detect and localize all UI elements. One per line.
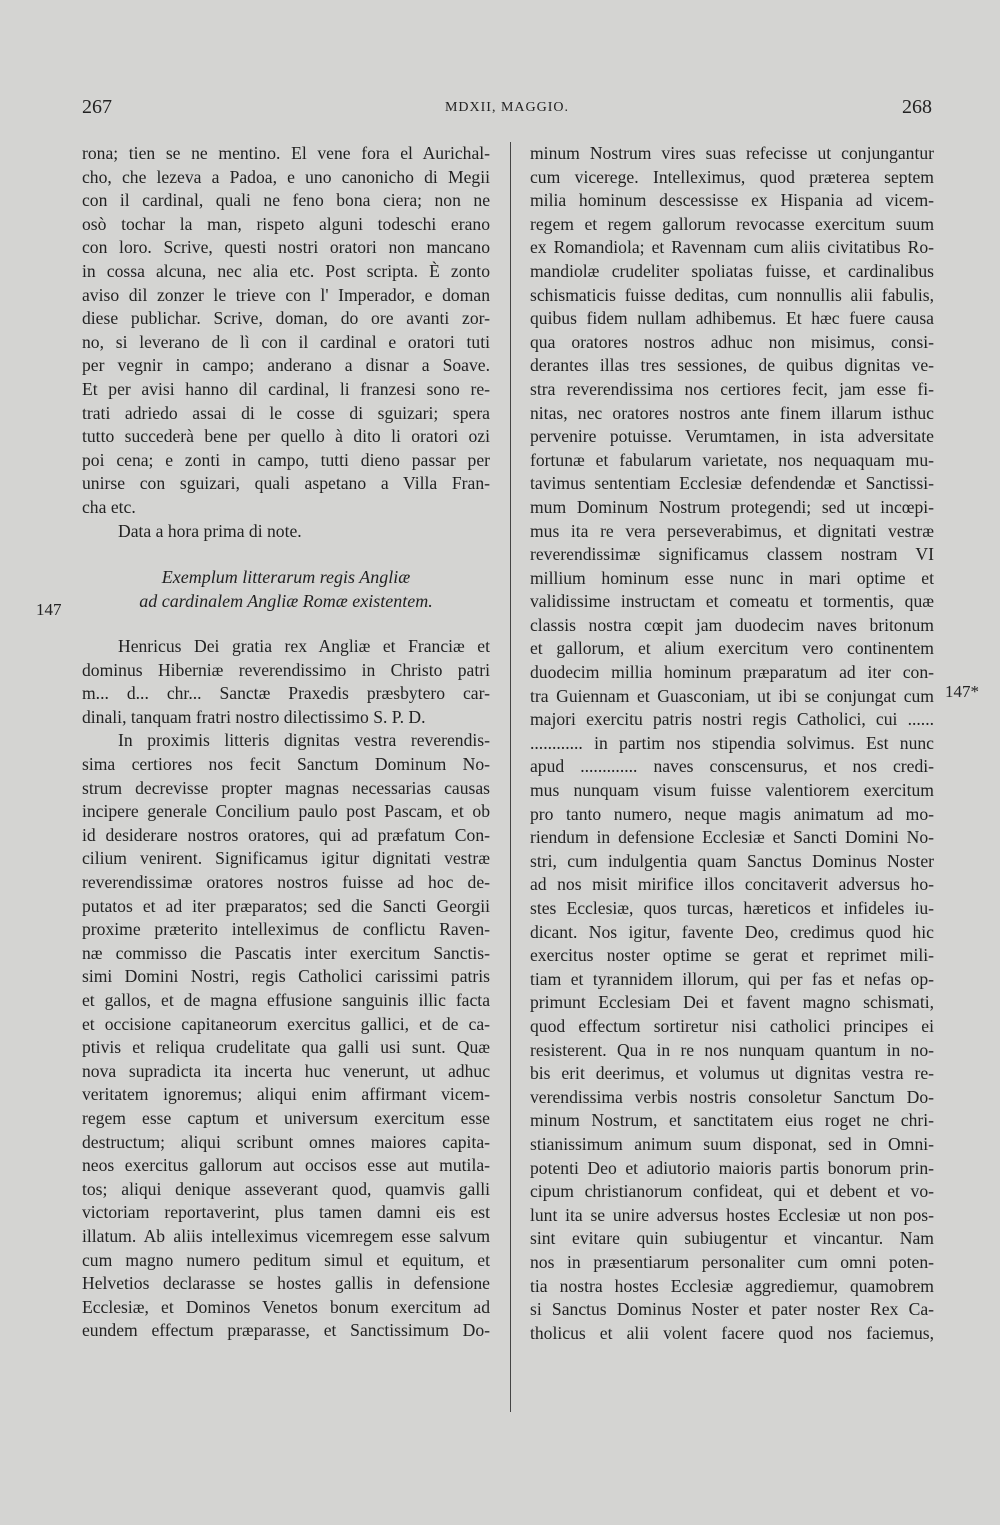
text-line: osò tochar la man, rispeto alguni todeschi erano bbox=[82, 213, 490, 234]
text-line: duodecim millia hominum præparatum ad iter con- bbox=[530, 662, 934, 683]
text-line: potenti Deo et adiutorio maioris partis bonorum prin- bbox=[530, 1157, 934, 1178]
text-line: unirse con sguizari, quali aspetano a Villa Fran- bbox=[82, 473, 490, 494]
text-line: stianissimum animum suum disponat, sed in Omni- bbox=[530, 1133, 934, 1154]
text-line: nitas, nec oratores nostros ante finem illarum isthuc bbox=[530, 402, 934, 423]
text-line: poi cena; e zonti in campo, tutti dieno passar per bbox=[82, 449, 490, 470]
text-line: lunt ita se unire adversus hostes Ecclesiæ ut non pos- bbox=[530, 1204, 934, 1225]
text-line: Exemplum litterarum regis Angliæ bbox=[161, 567, 411, 588]
text-line: dinali, tanquam fratri nostro dilectissimo S. P. D. bbox=[82, 706, 426, 727]
text-line: rona; tien se ne mentino. El vene fora el Aurichal- bbox=[82, 143, 490, 163]
text-line: mandiolæ crudeliter spoliatas fuisse, et cardinalibus bbox=[530, 260, 934, 281]
text-line: ex Romandiola; et Ravennam cum aliis civitatibus Ro- bbox=[530, 237, 934, 258]
text-line: proxime præterito intelleximus de conflictu Raven- bbox=[82, 919, 490, 940]
text-line: et occisione capitaneorum exercitus gallici, et de ca- bbox=[82, 1013, 490, 1034]
page-number-left: 267 bbox=[82, 96, 112, 118]
text-line: riendum in defensione Ecclesiæ et Sancti Domini No- bbox=[530, 827, 934, 848]
text-line: stes Ecclesiæ, quos turcas, hæreticos et infideles iu- bbox=[530, 898, 934, 918]
text-line: et gallorum, et alium exercitum vero continentem bbox=[530, 638, 934, 659]
text-line: veritatem ignoremus; aliqui enim affirmant vicem- bbox=[82, 1084, 490, 1105]
left-column bbox=[82, 142, 490, 1343]
text-line: sima certiores nos fecit Sanctum Dominum No- bbox=[82, 754, 490, 775]
text-line: cho, che lezeva a Padoa, e uno canonicho di Megii bbox=[82, 166, 490, 187]
text-line: regem esse captum et universum exercitum esse bbox=[82, 1107, 490, 1128]
text-line: mus ita re vera perseverabimus, et dignitati vestræ bbox=[530, 520, 934, 541]
text-line: dominus Hiberniæ reverendissimo in Christo patri bbox=[82, 659, 490, 680]
text-line: strum decrevisse propter magnas necessarias causas bbox=[82, 777, 490, 798]
text-line: eundem effectum præparasse, et Sanctissimum Do- bbox=[82, 1320, 490, 1341]
text-line: victoriam reportaverint, plus tamen damni eis est bbox=[82, 1202, 490, 1223]
text-line: aviso dil zonzer le trieve con l' Imperador, e doman bbox=[82, 284, 490, 305]
text-line: diese publichar. Scrive, doman, do ore avanti zor- bbox=[82, 308, 490, 329]
paragraph-1 bbox=[82, 142, 490, 520]
text-line: Ecclesiæ, et Dominos Venetos bonum exercitum ad bbox=[82, 1296, 490, 1317]
text-line: millium hominum esse nunc in mari optime et bbox=[530, 567, 934, 588]
text-line: Henricus Dei gratia rex Angliæ et Franciæ et bbox=[118, 636, 490, 657]
text-line: cha etc. bbox=[82, 496, 136, 517]
text-line: In proximis litteris dignitas vestra reverendis- bbox=[118, 730, 490, 751]
text-line: apud ............. naves conscensurus, et nos credi- bbox=[530, 756, 934, 777]
text-line: neos exercitus gallorum aut occisos esse aut mutila- bbox=[82, 1155, 490, 1176]
text-line: exercitus noster optime se gerat et reprimet mili- bbox=[530, 945, 934, 966]
text-line: no, si leverano de lì con il cardinal e oratori tuti bbox=[82, 331, 490, 352]
text-line: majori exercitu patris nostri regis Catholici, cui ...... bbox=[530, 709, 934, 730]
text-line: putatos et ad iter præparatos; sed die Sancti Georgii bbox=[82, 895, 490, 916]
page-number-right: 268 bbox=[902, 96, 932, 118]
text-line: ............ in partim nos stipendia solvimus. Est nunc bbox=[530, 732, 934, 753]
text-line: incipere generale Concilium paulo post Pascam, et ob bbox=[82, 801, 490, 822]
text-line: quibus fidem nullam adhibemus. Et hæc fuere causa bbox=[530, 308, 934, 329]
text-line: sint evitare quin subiugentur et vincantur. Nam bbox=[530, 1228, 934, 1249]
text-line: minum Nostrum, et sanctitatem eius roget ne chri- bbox=[530, 1110, 934, 1131]
paragraph-3 bbox=[82, 635, 490, 729]
text-line: si Sanctus Dominus Noster et pater noster Rex Ca- bbox=[530, 1299, 934, 1320]
text-line: minum Nostrum vires suas refecisse ut conjungantur bbox=[530, 143, 934, 163]
text-line: ad nos misit mirifice illos concitaverit adversus ho- bbox=[530, 874, 934, 895]
running-title: MDXII, MAGGIO. bbox=[444, 100, 570, 115]
text-line: qua oratores nostros adhuc non misimus, consi- bbox=[530, 331, 934, 352]
margin-number-right: 147* bbox=[945, 682, 979, 701]
text-line: stri, cum indulgentia quam Sanctus Dominus Noster bbox=[530, 850, 934, 871]
text-line: pervenire potuisse. Verumtamen, in ista adversitate bbox=[530, 426, 934, 447]
text-line: id desiderare nostros oratores, qui ad præfatum Con- bbox=[82, 824, 490, 845]
text-line: primunt Ecclesiam Dei et favent magno schismati, bbox=[530, 992, 934, 1013]
letter-heading bbox=[82, 565, 490, 613]
right-column bbox=[530, 142, 934, 1345]
text-line: dicant. Nos igitur, favente Deo, credimus quod hic bbox=[530, 921, 934, 942]
text-line: bis erit deerimus, et volumus ut dignitas vestra re- bbox=[530, 1063, 934, 1084]
text-line: resisterent. Qua in re nos nunquam quantum in no- bbox=[530, 1039, 934, 1060]
text-line: reverendissimæ oratores nostros fuisse ad hoc de- bbox=[82, 872, 490, 893]
text-line: milia hominum descessisse ex Hispania ad vicem- bbox=[530, 190, 934, 211]
text-line: classis nostra cœpit jam duodecim naves britonum bbox=[530, 614, 934, 635]
text-line: ad cardinalem Angliæ Romæ existentem. bbox=[139, 591, 433, 612]
text-line: fortunæ et fabularum varietate, nos nequaquam mu- bbox=[530, 449, 934, 470]
margin-number-left: 147 bbox=[36, 600, 62, 619]
text-line: pro tanto numero, neque magis animatum ad mo- bbox=[530, 803, 934, 824]
text-line: verendissima verbis nostris consoletur Sanctum Do- bbox=[530, 1086, 934, 1107]
column-divider bbox=[510, 142, 511, 1412]
text-line: simi Domini Nostri, regis Catholici carissimi patris bbox=[82, 966, 490, 987]
text-line: cipum christianorum confideat, qui et debent et vo- bbox=[530, 1181, 934, 1202]
text-line: illatum. Ab aliis intelleximus vicemregem esse salvum bbox=[82, 1225, 490, 1246]
text-line: Helvetios declarasse se hostes gallis in defensione bbox=[82, 1273, 490, 1294]
text-line: tavimus sententiam Ecclesiæ defendendæ et Sanctissi- bbox=[530, 473, 934, 494]
text-line: cilium venirent. Significamus igitur dignitati vestræ bbox=[82, 848, 490, 869]
text-line: nova supradicta ita incerta huc venerunt, ut adhuc bbox=[82, 1060, 490, 1081]
text-line: con loro. Scrive, questi nostri oratori non mancano bbox=[82, 237, 490, 258]
text-line: reverendissimæ significamus classem nostram VI bbox=[530, 544, 934, 565]
text-line: in cossa alcuna, nec alia etc. Post scripta. È zonto bbox=[82, 260, 490, 281]
text-line: Et per avisi hanno dil cardinal, li franzesi sono re- bbox=[82, 378, 490, 399]
text-line: con il cardinal, quali ne feno bona ciera; non ne bbox=[82, 190, 490, 211]
text-line: m... d... chr... Sanctæ Praxedis præsbytero car- bbox=[82, 683, 490, 704]
paragraph-2: Data a hora prima di note. bbox=[118, 520, 302, 541]
text-line: trati adriedo assai di le cosse di sguizari; spera bbox=[82, 402, 490, 423]
text-line: destructum; aliqui scribunt omnes maiores capita- bbox=[82, 1131, 490, 1152]
running-header bbox=[82, 96, 932, 126]
text-line: tiam et tyrannidem illorum, qui per fas et nefas op- bbox=[530, 968, 934, 989]
text-line: derantes illas tres sessiones, de quibus dignitas ve- bbox=[530, 355, 934, 376]
text-line: tholicus et alii volent facere quod nos faciemus, bbox=[530, 1322, 934, 1343]
text-line: cum magno numero peditum simul et equitum, et bbox=[82, 1249, 490, 1270]
text-line: schismaticis fuisse deditas, cum nonnullis alii fabulis, bbox=[530, 284, 934, 305]
text-line: næ commisso die Pascatis inter exercitum Sanctis- bbox=[82, 942, 490, 963]
text-line: validissime instructam et comeatu et tormentis, quæ bbox=[530, 591, 934, 612]
text-line: per vegnir in campo; anderano a disnar a Soave. bbox=[82, 355, 490, 376]
text-line: nos in præsentiarum personaliter cum omni poten- bbox=[530, 1251, 934, 1272]
text-line: tra Guiennam et Guasconiam, ut ibi se conjungat cum bbox=[530, 685, 934, 706]
text-line: tos; aliqui denique asseverant quod, quamvis galli bbox=[82, 1178, 490, 1199]
text-line: mus nunquam visum fuisse valentiorem exercitum bbox=[530, 780, 934, 801]
text-line: tutto succederà bene per quello à dito li oratori ozi bbox=[82, 426, 490, 447]
text-line: stra reverendissima nos certiores fecit, jam esse fi- bbox=[530, 378, 934, 399]
text-line: regem et regem gallorum revocasse exercitum suum bbox=[530, 213, 934, 234]
text-line: ptivis et reliqua crudelitate qua galli usi sunt. Quæ bbox=[82, 1037, 490, 1058]
text-line: mum Dominum Nostrum protegendi; sed ut incœpi- bbox=[530, 496, 934, 517]
text-line: cum vicerege. Intelleximus, quod præterea septem bbox=[530, 166, 934, 187]
text-line: tia nostra hostes Ecclesiæ aggrediemur, quamobrem bbox=[530, 1275, 934, 1296]
right-column-text bbox=[530, 142, 934, 1345]
text-line: et gallos, et de magna effusione sanguinis illic facta bbox=[82, 990, 490, 1010]
text-line: quod effectum sortiretur nisi catholici principes ei bbox=[530, 1015, 934, 1036]
paragraph-4 bbox=[82, 729, 490, 1342]
